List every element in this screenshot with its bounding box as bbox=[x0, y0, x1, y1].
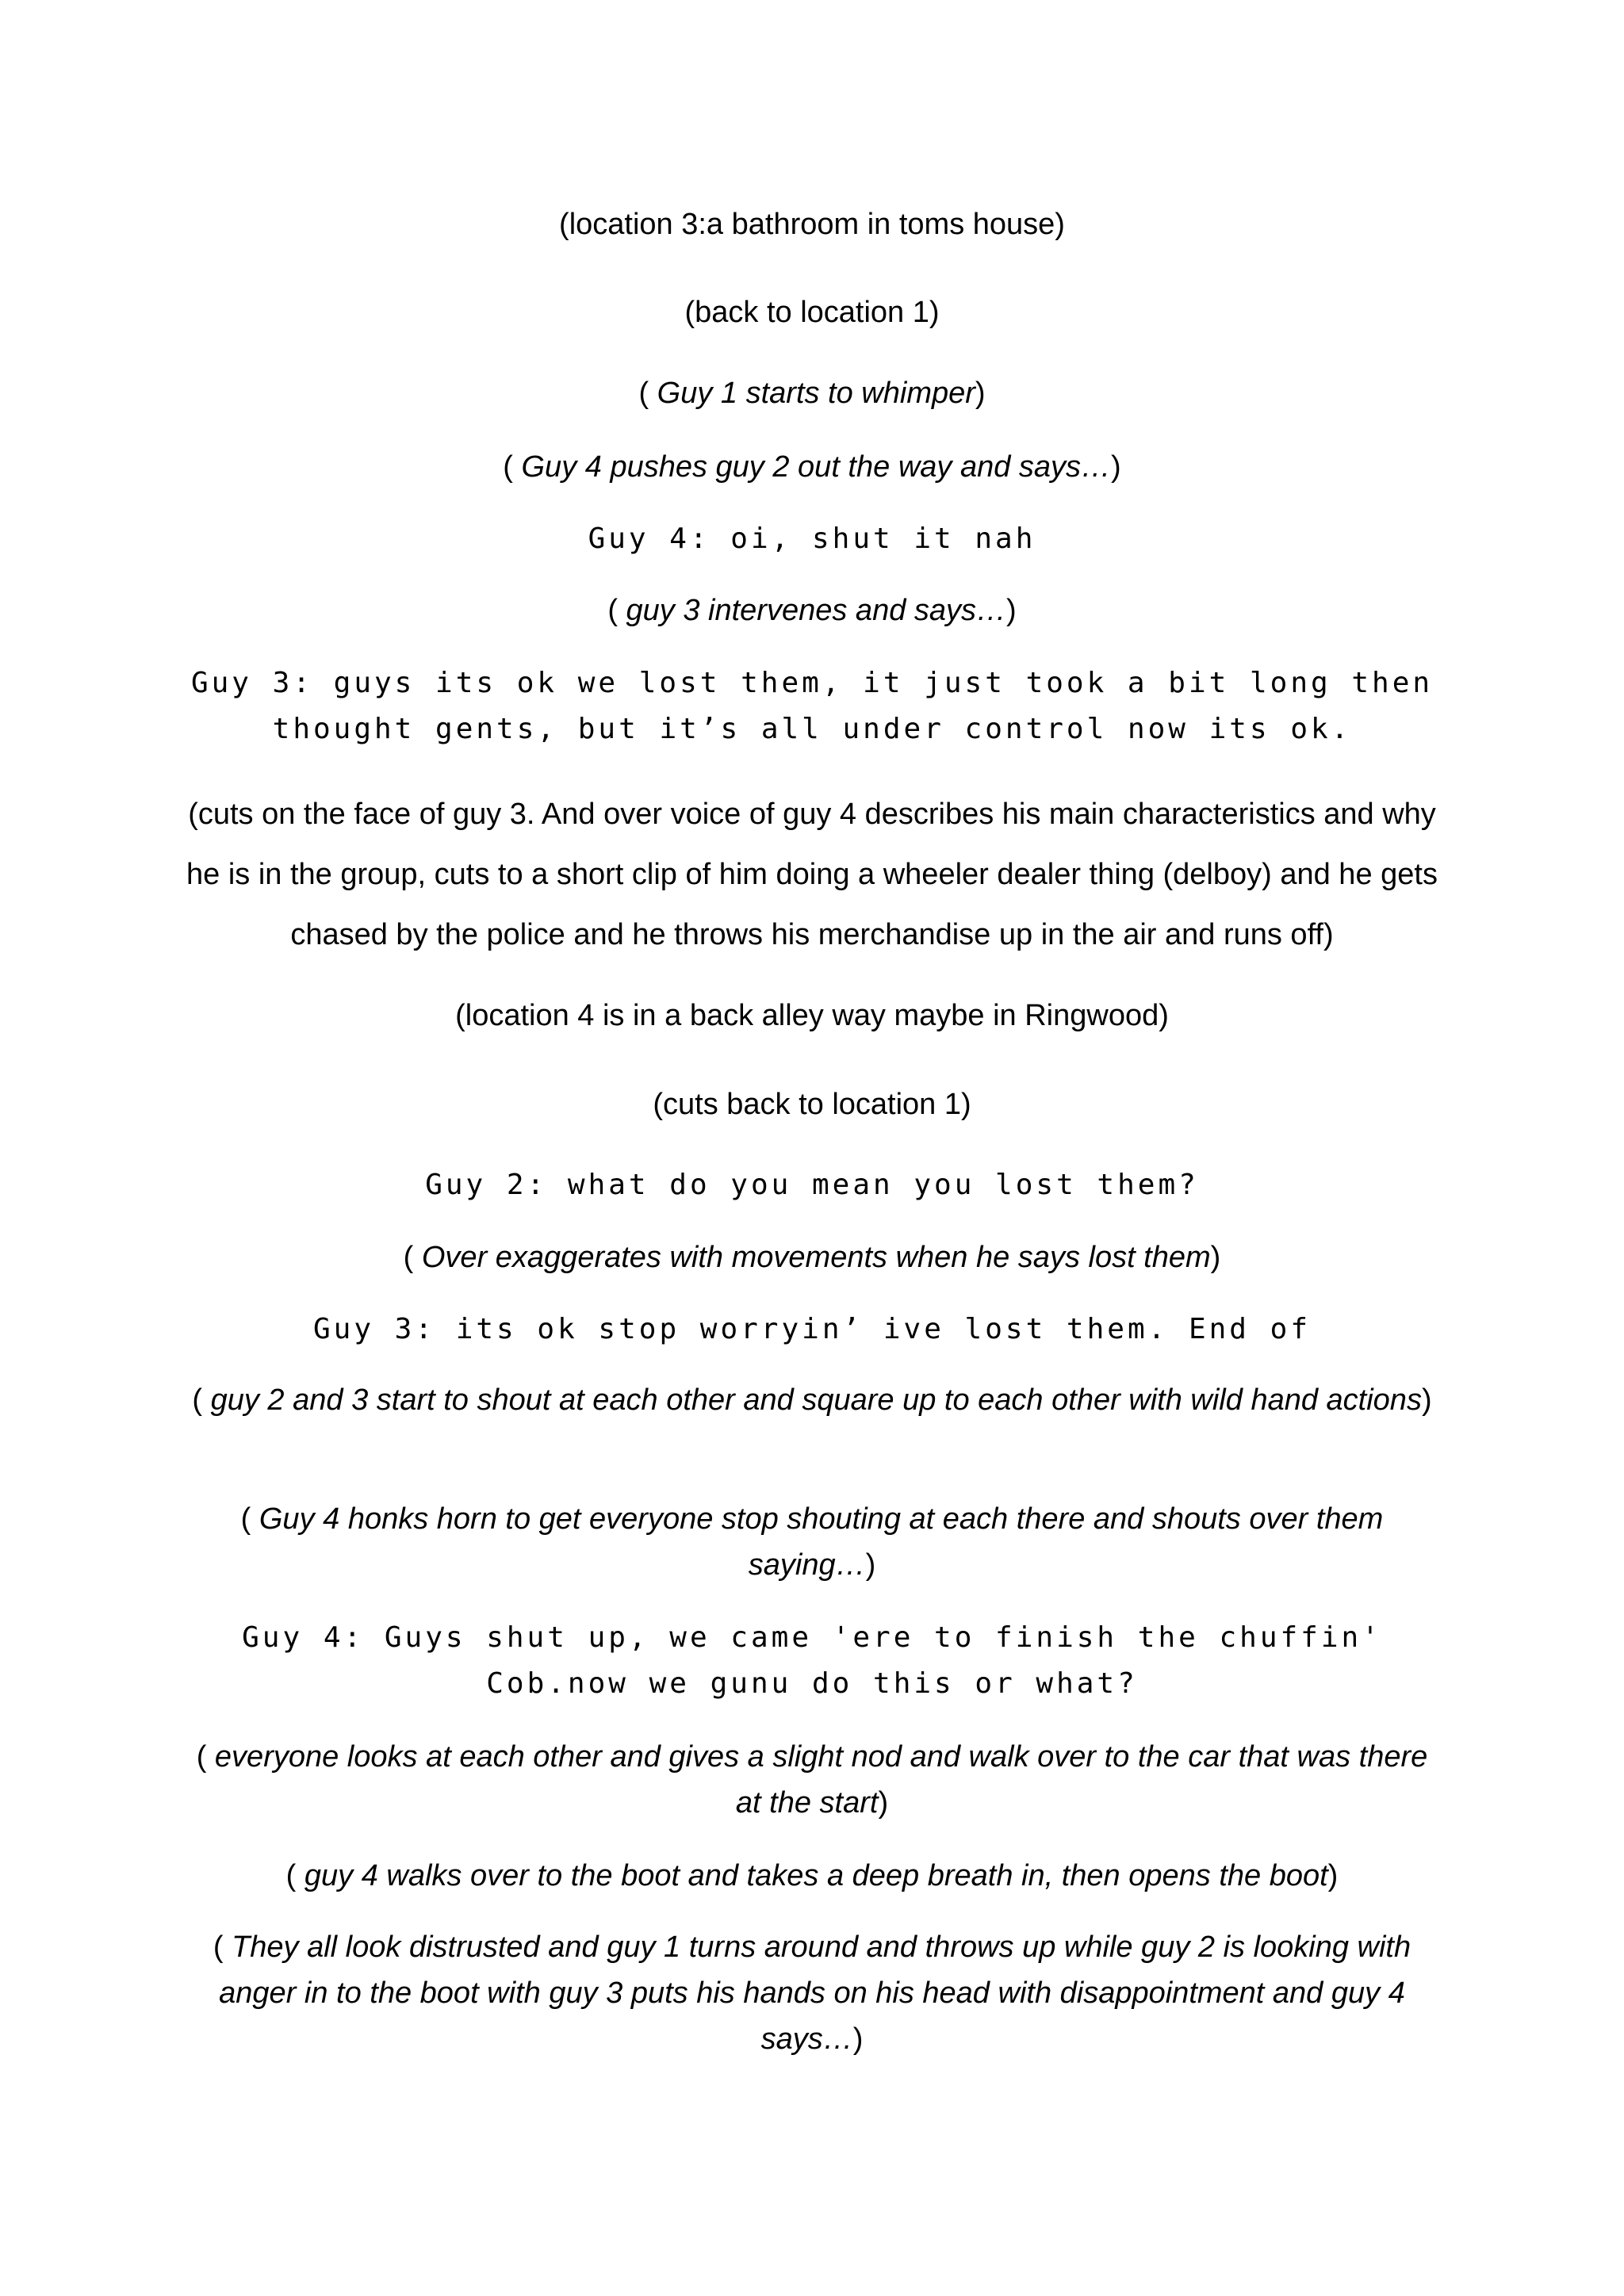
paren-close: ) bbox=[865, 1548, 876, 1582]
action-text: Guy 4 honks horn to get everyone stop shouting at each there and shouts over them saying… bbox=[259, 1502, 1384, 1582]
action-guy1-whimper bbox=[182, 370, 1442, 416]
action-guy4-opens-boot bbox=[182, 1853, 1442, 1899]
action-guy3-intervenes bbox=[182, 587, 1442, 633]
stage-direction-location-3: (location 3:a bathroom in toms house) bbox=[559, 208, 1065, 241]
action-guy2-guy3-shout bbox=[182, 1377, 1442, 1423]
action-over-exaggerates bbox=[182, 1234, 1442, 1280]
action-text: Guy 4 pushes guy 2 out the way and says… bbox=[521, 450, 1112, 484]
paren-close: ) bbox=[1006, 594, 1017, 627]
paren-close: ) bbox=[1327, 1859, 1339, 1892]
paren-open: ( bbox=[240, 1502, 251, 1536]
action-text: They all look distrusted and guy 1 turns around and throws up while guy 2 is looking with anger in to the boot with guy 3 puts his hands on his head with disappointment and guy 4 says… bbox=[219, 1931, 1411, 2056]
action-guy4-pushes bbox=[182, 444, 1442, 490]
action-text: guy 2 and 3 start to shout at each other and square up to each other with wild hand actions bbox=[210, 1383, 1422, 1417]
paren-close: ) bbox=[1111, 450, 1121, 484]
stage-direction-location-4: (location 4 is in a back alley way maybe in Ringwood) bbox=[455, 999, 1169, 1032]
action-text: Guy 1 starts to whimper bbox=[657, 377, 975, 410]
paren-close: ) bbox=[1210, 1241, 1221, 1274]
stage-direction-cuts-face-guy3: (cuts on the face of guy 3. And over voice of guy 4 describes his main characteristics and why he is in the group, cuts to a short clip of him doing a wheeler dealer thing (delboy) and he gets chased by the police and he throws his merchandise up in the air and runs off) bbox=[186, 798, 1438, 951]
action-text: Over exaggerates with movements when he says lost them bbox=[421, 1241, 1211, 1274]
action-text: everyone looks at each other and gives a slight nod and walk over to the car that was there at the start bbox=[214, 1740, 1428, 1820]
paren-close: ) bbox=[878, 1786, 889, 1820]
paren-open: ( bbox=[192, 1383, 203, 1417]
dialogue-guy2-what-do-you-mean: Guy 2: what do you mean you lost them? bbox=[425, 1169, 1199, 1201]
action-text: guy 3 intervenes and says… bbox=[626, 594, 1007, 627]
paren-open: ( bbox=[285, 1859, 297, 1892]
paren-open: ( bbox=[638, 377, 649, 410]
paren-close: ) bbox=[852, 2022, 864, 2056]
dialogue-guy4-guys-shut-up: Guy 4: Guys shut up, we came 'ere to finish the chuffin' Cob.now we gunu do this or what? bbox=[242, 1621, 1382, 1700]
action-text: guy 4 walks over to the boot and takes a deep breath in, then opens the boot bbox=[304, 1859, 1328, 1892]
paren-close: ) bbox=[1421, 1383, 1432, 1417]
paren-open: ( bbox=[196, 1740, 207, 1774]
paren-open: ( bbox=[503, 450, 513, 484]
action-guy4-honks-horn bbox=[182, 1496, 1442, 1588]
stage-direction-back-location-1: (back to location 1) bbox=[684, 296, 940, 329]
dialogue-guy3-stop-worryin: Guy 3: its ok stop worryin’ ive lost them. End of bbox=[312, 1313, 1312, 1345]
action-everyone-looks bbox=[182, 1734, 1442, 1826]
dialogue-guy4-shut-it: Guy 4: oi, shut it nah bbox=[588, 522, 1036, 555]
stage-direction-cuts-back: (cuts back to location 1) bbox=[653, 1088, 971, 1121]
action-they-all-look bbox=[182, 1924, 1442, 2062]
paren-open: ( bbox=[213, 1931, 224, 1964]
paren-open: ( bbox=[403, 1241, 414, 1274]
dialogue-guy3-lost-them: Guy 3: guys its ok we lost them, it just took a bit long then thought gents, but it’s all under control now its ok. bbox=[190, 667, 1434, 745]
paren-open: ( bbox=[607, 594, 618, 627]
paren-close: ) bbox=[975, 377, 986, 410]
